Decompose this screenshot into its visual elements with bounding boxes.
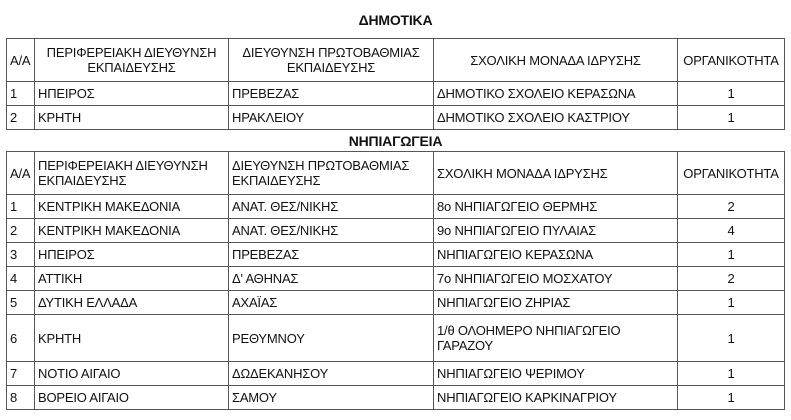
cell-aa: 7 [7, 362, 35, 386]
cell-aa: 8 [7, 386, 35, 410]
cell-school: 7ο ΝΗΠΙΑΓΩΓΕΙΟ ΜΟΣΧΑΤΟΥ [434, 267, 678, 291]
cell-capacity: 2 [678, 267, 785, 291]
table-row [7, 195, 785, 219]
cell-directorate: ΔΩΔΕΚΑΝΗΣΟΥ [229, 362, 434, 386]
cell-capacity: 1 [678, 291, 785, 315]
header-region: ΠΕΡΙΦΕΡΕΙΑΚΗ ΔΙΕΥΘΥΝΣΗ ΕΚΠΑΙΔΕΥΣΗΣ [35, 152, 229, 195]
cell-capacity: 1 [678, 315, 785, 362]
cell-school: ΝΗΠΙΑΓΩΓΕΙΟ ΚΑΡΚΙΝΑΓΡΙΟΥ [434, 386, 678, 410]
section-title-nipiagogeia: ΝΗΠΙΑΓΩΓΕΙΑ [348, 133, 443, 149]
section-title-dimotika: ΔΗΜΟΤΙΚΑ [358, 12, 433, 28]
cell-directorate: ΑΧΑΪΑΣ [229, 291, 434, 315]
table-row [7, 315, 785, 362]
header-capacity: ΟΡΓΑΝΙΚΟΤΗΤΑ [678, 39, 785, 82]
cell-capacity: 1 [678, 106, 785, 130]
cell-directorate: ΡΕΘΥΜΝΟΥ [229, 315, 434, 362]
dimotika-table [6, 38, 785, 130]
table-row [7, 267, 785, 291]
cell-aa: 3 [7, 243, 35, 267]
header-capacity: ΟΡΓΑΝΙΚΟΤΗΤΑ [678, 152, 785, 195]
header-directorate: ΔΙΕΥΘΥΝΣΗ ΠΡΩΤΟΒΑΘΜΙΑΣ ΕΚΠΑΙΔΕΥΣΗΣ [229, 39, 434, 82]
cell-aa: 1 [7, 195, 35, 219]
cell-school: ΔΗΜΟΤΙΚΟ ΣΧΟΛΕΙΟ ΚΑΣΤΡΙΟΥ [434, 106, 678, 130]
table-row [7, 106, 785, 130]
table-row [7, 362, 785, 386]
cell-school: 8ο ΝΗΠΙΑΓΩΓΕΙΟ ΘΕΡΜΗΣ [434, 195, 678, 219]
cell-aa: 2 [7, 219, 35, 243]
header-school: ΣΧΟΛΙΚΗ ΜΟΝΑΔΑ ΙΔΡΥΣΗΣ [434, 39, 678, 82]
table-row [7, 386, 785, 410]
cell-school: ΝΗΠΙΑΓΩΓΕΙΟ ΚΕΡΑΣΩΝΑ [434, 243, 678, 267]
cell-capacity: 4 [678, 219, 785, 243]
cell-region: ΒΟΡΕΙΟ ΑΙΓΑΙΟ [35, 386, 229, 410]
nipiagogeia-table [6, 151, 785, 410]
cell-directorate: ΠΡΕΒΕΖΑΣ [229, 243, 434, 267]
cell-school: 9ο ΝΗΠΙΑΓΩΓΕΙΟ ΠΥΛΑΙΑΣ [434, 219, 678, 243]
cell-capacity: 1 [678, 386, 785, 410]
table-row [7, 219, 785, 243]
cell-region: ΝΟΤΙΟ ΑΙΓΑΙΟ [35, 362, 229, 386]
cell-school: ΝΗΠΙΑΓΩΓΕΙΟ ΨΕΡΙΜΟΥ [434, 362, 678, 386]
cell-region: ΗΠΕΙΡΟΣ [35, 243, 229, 267]
header-row [7, 152, 785, 195]
cell-aa: 4 [7, 267, 35, 291]
cell-region: ΔΥΤΙΚΗ ΕΛΛΑΔΑ [35, 291, 229, 315]
cell-school: ΝΗΠΙΑΓΩΓΕΙΟ ΖΗΡΙΑΣ [434, 291, 678, 315]
table-row [7, 243, 785, 267]
cell-region: ΚΡΗΤΗ [35, 315, 229, 362]
cell-region: ΗΠΕΙΡΟΣ [35, 82, 229, 106]
cell-region: ΚΕΝΤΡΙΚΗ ΜΑΚΕΔΟΝΙΑ [35, 195, 229, 219]
header-directorate: ΔΙΕΥΘΥΝΣΗ ΠΡΩΤΟΒΑΘΜΙΑΣ ΕΚΠΑΙΔΕΥΣΗΣ [229, 152, 434, 195]
cell-directorate: ΠΡΕΒΕΖΑΣ [229, 82, 434, 106]
cell-aa: 1 [7, 82, 35, 106]
cell-capacity: 1 [678, 243, 785, 267]
cell-region: ΑΤΤΙΚΗ [35, 267, 229, 291]
cell-school: 1/θ ΟΛΟΗΜΕΡΟ ΝΗΠΙΑΓΩΓΕΙΟ ΓΑΡΑΖΟΥ [434, 315, 678, 362]
cell-aa: 5 [7, 291, 35, 315]
header-aa: Α/Α [7, 152, 35, 195]
cell-capacity: 1 [678, 82, 785, 106]
table-row [7, 291, 785, 315]
cell-capacity: 2 [678, 195, 785, 219]
cell-directorate: ΗΡΑΚΛΕΙΟΥ [229, 106, 434, 130]
cell-directorate: ΑΝΑΤ. ΘΕΣ/ΝΙΚΗΣ [229, 195, 434, 219]
cell-directorate: ΣΑΜΟΥ [229, 386, 434, 410]
cell-aa: 6 [7, 315, 35, 362]
cell-region: ΚΕΝΤΡΙΚΗ ΜΑΚΕΔΟΝΙΑ [35, 219, 229, 243]
cell-directorate: ΑΝΑΤ. ΘΕΣ/ΝΙΚΗΣ [229, 219, 434, 243]
cell-directorate: Δ' ΑΘΗΝΑΣ [229, 267, 434, 291]
cell-school: ΔΗΜΟΤΙΚΟ ΣΧΟΛΕΙΟ ΚΕΡΑΣΩΝΑ [434, 82, 678, 106]
header-region: ΠΕΡΙΦΕΡΕΙΑΚΗ ΔΙΕΥΘΥΝΣΗ ΕΚΠΑΙΔΕΥΣΗΣ [35, 39, 229, 82]
cell-aa: 2 [7, 106, 35, 130]
cell-region: ΚΡΗΤΗ [35, 106, 229, 130]
header-aa: Α/Α [7, 39, 35, 82]
cell-capacity: 1 [678, 362, 785, 386]
table-row [7, 82, 785, 106]
header-school: ΣΧΟΛΙΚΗ ΜΟΝΑΔΑ ΙΔΡΥΣΗΣ [434, 152, 678, 195]
header-row [7, 39, 785, 82]
